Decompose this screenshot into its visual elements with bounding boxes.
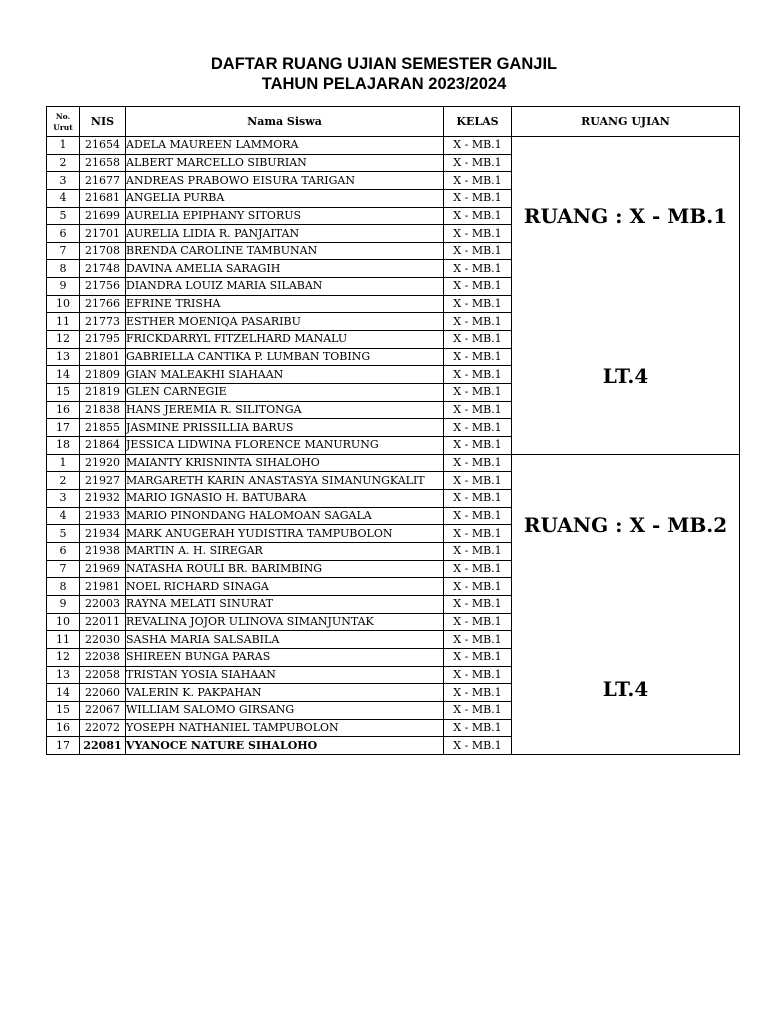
header-no-urut [47,107,80,137]
row-student-name: REVALINA JOJOR ULINOVA SIMANJUNTAK [126,613,444,631]
row-number: 7 [47,560,80,578]
row-student-name: GLEN CARNEGIE [126,383,444,401]
row-class: X - MB.1 [444,419,512,437]
row-student-name: GABRIELLA CANTIKA P. LUMBAN TOBING [126,348,444,366]
row-class: X - MB.1 [444,154,512,172]
row-student-name: ALBERT MARCELLO SIBURIAN [126,154,444,172]
header-ruang-ujian: RUANG UJIAN [512,107,740,137]
row-number: 1 [47,454,80,472]
row-nis: 22058 [80,666,126,684]
row-student-name: MARIO PINONDANG HALOMOAN SAGALA [126,507,444,525]
row-nis: 21855 [80,419,126,437]
document-title: DAFTAR RUANG UJIAN SEMESTER GANJIL [210,55,558,73]
row-number: 3 [47,172,80,190]
row-number: 18 [47,436,80,454]
row-student-name: NOEL RICHARD SINAGA [126,578,444,596]
table-row [47,137,740,155]
row-number: 8 [47,578,80,596]
row-nis: 21773 [80,313,126,331]
row-class: X - MB.1 [444,507,512,525]
row-nis: 21981 [80,578,126,596]
row-nis: 21701 [80,225,126,243]
row-number: 13 [47,348,80,366]
room-cell-inner [512,137,739,454]
row-student-name: FRICKDARRYL FITZELHARD MANALU [126,331,444,349]
row-number: 13 [47,666,80,684]
row-class: X - MB.1 [444,189,512,207]
row-class: X - MB.1 [444,260,512,278]
row-number: 4 [47,507,80,525]
row-class: X - MB.1 [444,596,512,614]
row-nis: 21864 [80,436,126,454]
row-nis: 21658 [80,154,126,172]
row-nis: 21681 [80,189,126,207]
row-student-name: NATASHA ROULI BR. BARIMBING [126,560,444,578]
row-class: X - MB.1 [444,613,512,631]
row-class: X - MB.1 [444,560,512,578]
row-class: X - MB.1 [444,525,512,543]
room-label: RUANG : X - MB.1 [523,203,728,228]
row-number: 10 [47,295,80,313]
row-nis: 21801 [80,348,126,366]
row-nis: 21933 [80,507,126,525]
document-subtitle: TAHUN PELAJARAN 2023/2024 [261,75,507,93]
row-nis: 21748 [80,260,126,278]
row-number: 17 [47,419,80,437]
row-nis: 22060 [80,684,126,702]
row-class: X - MB.1 [444,472,512,490]
row-number: 2 [47,472,80,490]
row-class: X - MB.1 [444,454,512,472]
row-student-name: MARK ANUGERAH YUDISTIRA TAMPUBOLON [126,525,444,543]
row-student-name: VALERIN K. PAKPAHAN [126,684,444,702]
row-nis: 21920 [80,454,126,472]
room-floor: LT.4 [602,676,649,701]
row-class: X - MB.1 [444,436,512,454]
row-student-name: RAYNA MELATI SINURAT [126,596,444,614]
room-cell-inner [512,455,739,754]
row-number: 2 [47,154,80,172]
row-number: 9 [47,596,80,614]
row-number: 7 [47,242,80,260]
row-class: X - MB.1 [444,737,512,755]
row-class: X - MB.1 [444,578,512,596]
row-nis: 21838 [80,401,126,419]
row-class: X - MB.1 [444,666,512,684]
row-nis: 21795 [80,331,126,349]
exam-room-table [46,106,740,755]
row-nis: 21927 [80,472,126,490]
row-class: X - MB.1 [444,649,512,667]
row-student-name: MARGARETH KARIN ANASTASYA SIMANUNGKALIT [126,472,444,490]
row-student-name: AURELIA EPIPHANY SITORUS [126,207,444,225]
row-number: 5 [47,525,80,543]
row-nis: 21938 [80,543,126,561]
row-nis: 22067 [80,701,126,719]
room-floor: LT.4 [602,364,649,389]
row-number: 16 [47,719,80,737]
row-nis: 22038 [80,649,126,667]
row-class: X - MB.1 [444,137,512,155]
row-nis: 21969 [80,560,126,578]
row-number: 6 [47,543,80,561]
row-class: X - MB.1 [444,172,512,190]
row-class: X - MB.1 [444,543,512,561]
row-number: 10 [47,613,80,631]
room-cell [512,454,740,754]
row-student-name: MARTIN A. H. SIREGAR [126,543,444,561]
row-student-name: JESSICA LIDWINA FLORENCE MANURUNG [126,436,444,454]
row-class: X - MB.1 [444,490,512,508]
row-student-name: WILLIAM SALOMO GIRSANG [126,701,444,719]
row-class: X - MB.1 [444,278,512,296]
row-nis: 21708 [80,242,126,260]
row-number: 5 [47,207,80,225]
row-class: X - MB.1 [444,313,512,331]
row-number: 12 [47,649,80,667]
row-student-name: DIANDRA LOUIZ MARIA SILABAN [126,278,444,296]
row-student-name: EFRINE TRISHA [126,295,444,313]
row-nis: 22030 [80,631,126,649]
row-class: X - MB.1 [444,242,512,260]
row-student-name: HANS JEREMIA R. SILITONGA [126,401,444,419]
row-nis: 21934 [80,525,126,543]
table-body [47,137,740,755]
row-student-name: MAIANTY KRISNINTA SIHALOHO [126,454,444,472]
row-student-name: ADELA MAUREEN LAMMORA [126,137,444,155]
row-student-name: JASMINE PRISSILLIA BARUS [126,419,444,437]
row-student-name: SASHA MARIA SALSABILA [126,631,444,649]
row-class: X - MB.1 [444,207,512,225]
header-kelas: KELAS [444,107,512,137]
row-student-name: DAVINA AMELIA SARAGIH [126,260,444,278]
row-number: 9 [47,278,80,296]
row-number: 16 [47,401,80,419]
row-class: X - MB.1 [444,401,512,419]
row-student-name: ANGELIA PURBA [126,189,444,207]
row-nis: 22011 [80,613,126,631]
row-class: X - MB.1 [444,684,512,702]
row-nis: 22072 [80,719,126,737]
row-class: X - MB.1 [444,701,512,719]
room-label: RUANG : X - MB.2 [523,512,728,537]
table-row [47,454,740,472]
row-number: 12 [47,331,80,349]
room-cell [512,137,740,455]
row-nis: 21932 [80,490,126,508]
row-number: 3 [47,490,80,508]
row-class: X - MB.1 [444,225,512,243]
header-nis: NIS [80,107,126,137]
row-student-name: ANDREAS PRABOWO EISURA TARIGAN [126,172,444,190]
row-number: 14 [47,366,80,384]
row-nis: 21756 [80,278,126,296]
header-no-line2: Urut [53,122,73,132]
row-nis: 21766 [80,295,126,313]
row-class: X - MB.1 [444,631,512,649]
row-number: 15 [47,383,80,401]
row-nis: 21819 [80,383,126,401]
row-student-name: AURELIA LIDIA R. PANJAITAN [126,225,444,243]
row-number: 4 [47,189,80,207]
row-number: 15 [47,701,80,719]
header-no-line1: No. [55,111,71,121]
row-student-name: SHIREEN BUNGA PARAS [126,649,444,667]
row-nis: 21699 [80,207,126,225]
row-student-name: MARIO IGNASIO H. BATUBARA [126,490,444,508]
row-student-name: ESTHER MOENIQA PASARIBU [126,313,444,331]
header-nama-siswa: Nama Siswa [126,107,444,137]
row-student-name: GIAN MALEAKHI SIAHAAN [126,366,444,384]
row-number: 11 [47,631,80,649]
row-number: 14 [47,684,80,702]
row-student-name: BRENDA CAROLINE TAMBUNAN [126,242,444,260]
row-nis: 21677 [80,172,126,190]
row-number: 6 [47,225,80,243]
row-class: X - MB.1 [444,383,512,401]
row-number: 17 [47,737,80,755]
row-class: X - MB.1 [444,366,512,384]
row-nis: 22081 [80,737,126,755]
row-class: X - MB.1 [444,295,512,313]
row-class: X - MB.1 [444,719,512,737]
row-student-name: TRISTAN YOSIA SIAHAAN [126,666,444,684]
row-nis: 21654 [80,137,126,155]
row-student-name: YOSEPH NATHANIEL TAMPUBOLON [126,719,444,737]
row-class: X - MB.1 [444,331,512,349]
row-student-name: VYANOCE NATURE SIHALOHO [126,737,444,755]
table-header-row [47,107,740,137]
row-number: 11 [47,313,80,331]
row-nis: 22003 [80,596,126,614]
row-class: X - MB.1 [444,348,512,366]
row-number: 1 [47,137,80,155]
row-number: 8 [47,260,80,278]
row-nis: 21809 [80,366,126,384]
